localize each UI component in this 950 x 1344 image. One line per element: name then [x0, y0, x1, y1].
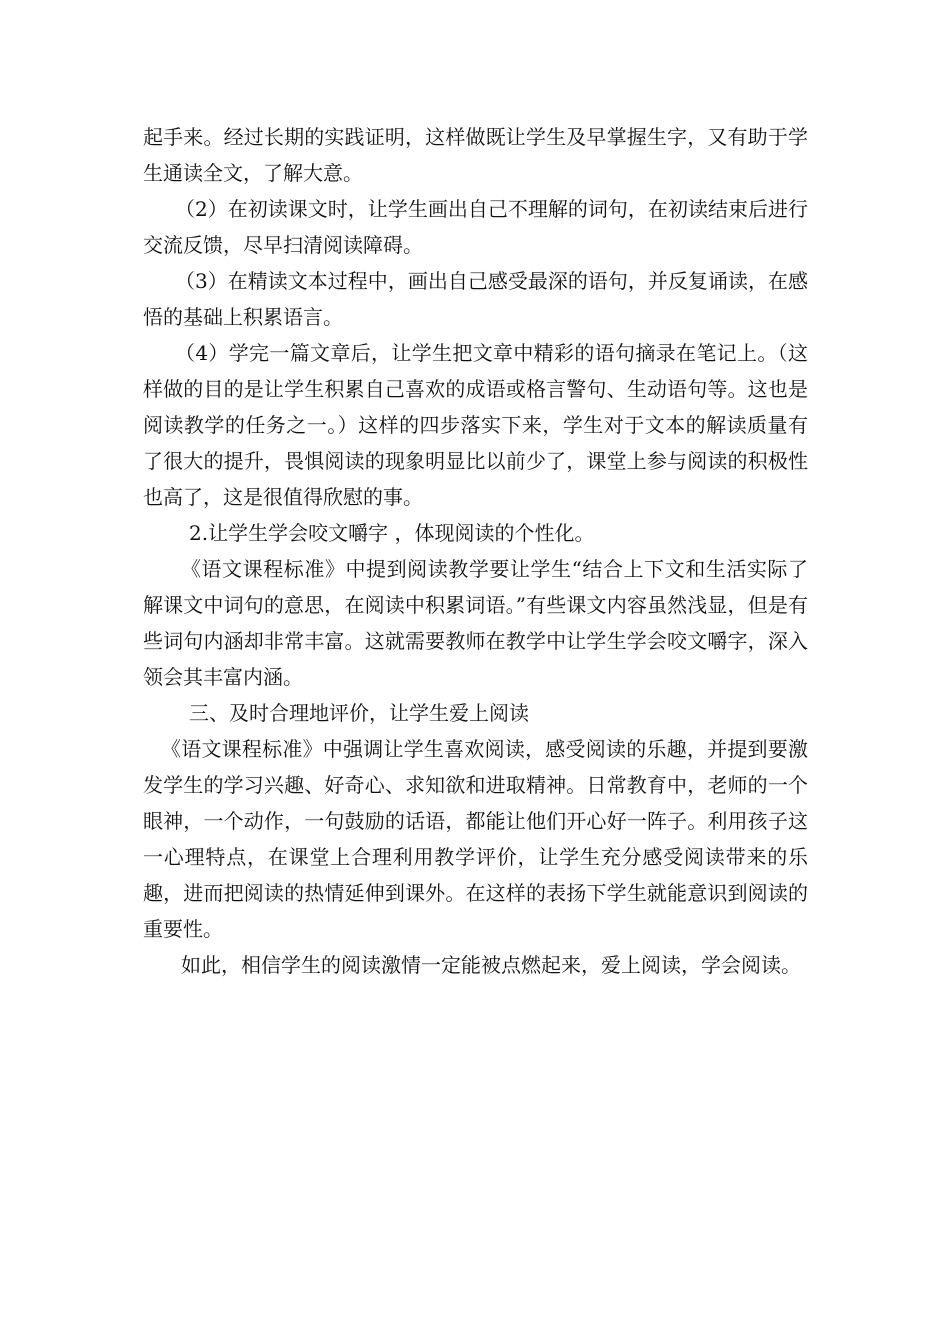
- paragraph-curriculum-standard: 《语文课程标准》中提到阅读教学要让学生“结合上下文和生活实际了解课文中词句的意思，在阅读中积累词语。”有些课文内容虽然浅显，但是有些词句内涵却非常丰富。这就需要教师在教学中让学生学会咬文嚼字，深入领会其丰富内涵。: [143, 557, 808, 689]
- paragraph-step-3: （3）在精读文本过程中，画出自己感受最深的语句，并反复诵读，在感悟的基础上积累语言。: [143, 269, 808, 329]
- paragraph-continuation: 起手来。经过长期的实践证明，这样做既让学生及早掌握生字，又有助于学生通读全文，了解大意。: [143, 125, 808, 185]
- paragraph-evaluation: 《语文课程标准》中强调让学生喜欢阅读，感受阅读的乐趣，并提到要激发学生的学习兴趣、好奇心、求知欲和进取精神。日常教育中，老师的一个眼神，一个动作，一句鼓励的话语，都能让他们开心好一阵子。利用孩子这一心理特点，在课堂上合理利用教学评价，让学生充分感受阅读带来的乐趣，进而把阅读的热情延伸到课外。在这样的表扬下学生就能意识到阅读的重要性。: [143, 737, 808, 941]
- paragraph-conclusion: 如此，相信学生的阅读激情一定能被点燃起来，爱上阅读，学会阅读。: [181, 953, 801, 977]
- section-heading-three: 三、及时合理地评价，让学生爱上阅读: [189, 701, 529, 725]
- paragraph-step-2: （2）在初读课文时，让学生画出自己不理解的词句，在初读结束后进行交流反馈，尽早扫清阅读障碍。: [143, 197, 808, 257]
- paragraph-step-4: （4）学完一篇文章后，让学生把文章中精彩的语句摘录在笔记上。（这样做的目的是让学生积累自己喜欢的成语或格言警句、生动语句等。这也是阅读教学的任务之一。）这样的四步落实下来，学生对于文本的解读质量有了很大的提升，畏惧阅读的现象明显比以前少了，课堂上参与阅读的积极性也高了，这是很值得欣慰的事。: [143, 341, 808, 509]
- document-body: [143, 119, 808, 983]
- section-heading-2: 2.让学生学会咬文嚼字 ，体现阅读的个性化。: [189, 521, 595, 545]
